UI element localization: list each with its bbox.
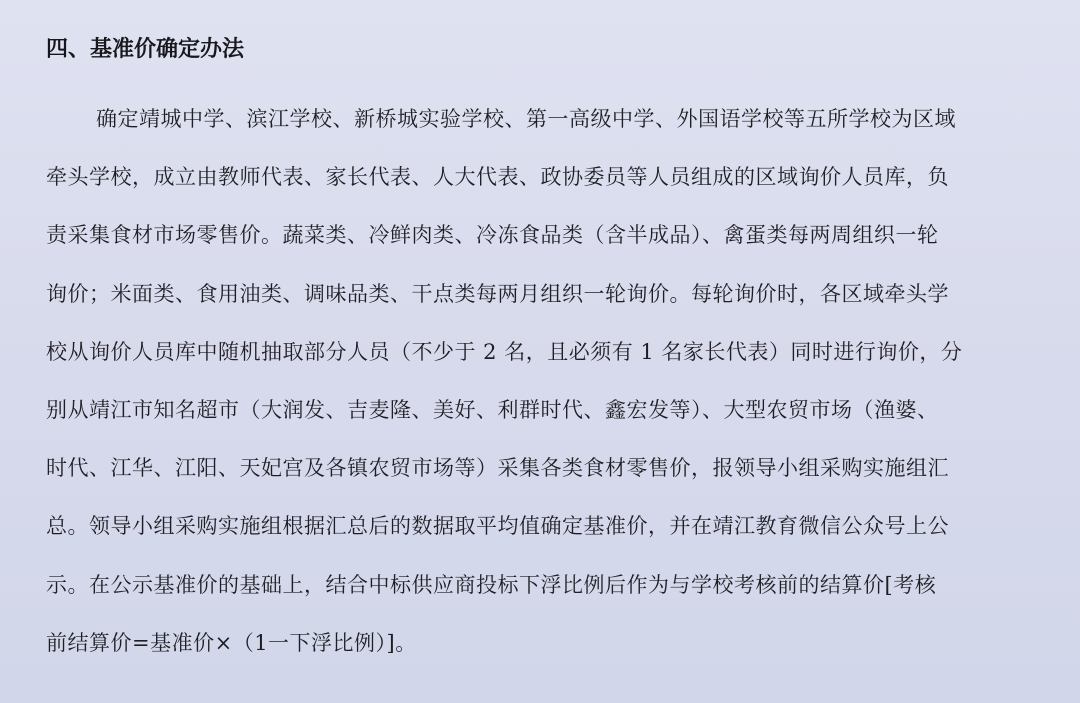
body-line: 询价；米面类、食用油类、调味品类、干点类每两月组织一轮询价。每轮询价时，各区域牵头学 bbox=[46, 281, 949, 306]
body-line: 校从询价人员库中随机抽取部分人员（不少于 2 名，且必须有 1 名家长代表）同时进行询价，分 bbox=[46, 339, 963, 364]
body-line: 确定靖城中学、滨江学校、新桥城实验学校、第一高级中学、外国语学校等五所学校为区域 bbox=[96, 107, 956, 131]
section-heading: 四、基准价确定办法 bbox=[46, 37, 245, 62]
body-line: 时代、江华、江阳、天妃宫及各镇农贸市场等）采集各类食材零售价，报领导小组采购实施组汇 bbox=[46, 456, 949, 481]
body-line: 示。在公示基准价的基础上，结合中标供应商投标下浮比例后作为与学校考核前的结算价[考核 bbox=[46, 572, 937, 597]
body-line: 责采集食材市场零售价。蔬菜类、冷鲜肉类、冷冻食品类（含半成品）、禽蛋类每两周组织一轮 bbox=[46, 223, 939, 248]
body-line: 别从靖江市知名超市（大润发、吉麦隆、美好、利群时代、鑫宏发等）、大型农贸市场（渔婆、 bbox=[46, 397, 939, 422]
body-line: 牵头学校，成立由教师代表、家长代表、人大代表、政协委员等人员组成的区域询价人员库，负 bbox=[46, 165, 949, 190]
section-body bbox=[46, 90, 1040, 672]
body-line: 前结算价=基准价×（1一下浮比例）]。 bbox=[46, 630, 417, 655]
body-line: 总。领导小组采购实施组根据汇总后的数据取平均值确定基准价，并在靖江教育微信公众号上公 bbox=[46, 514, 949, 539]
